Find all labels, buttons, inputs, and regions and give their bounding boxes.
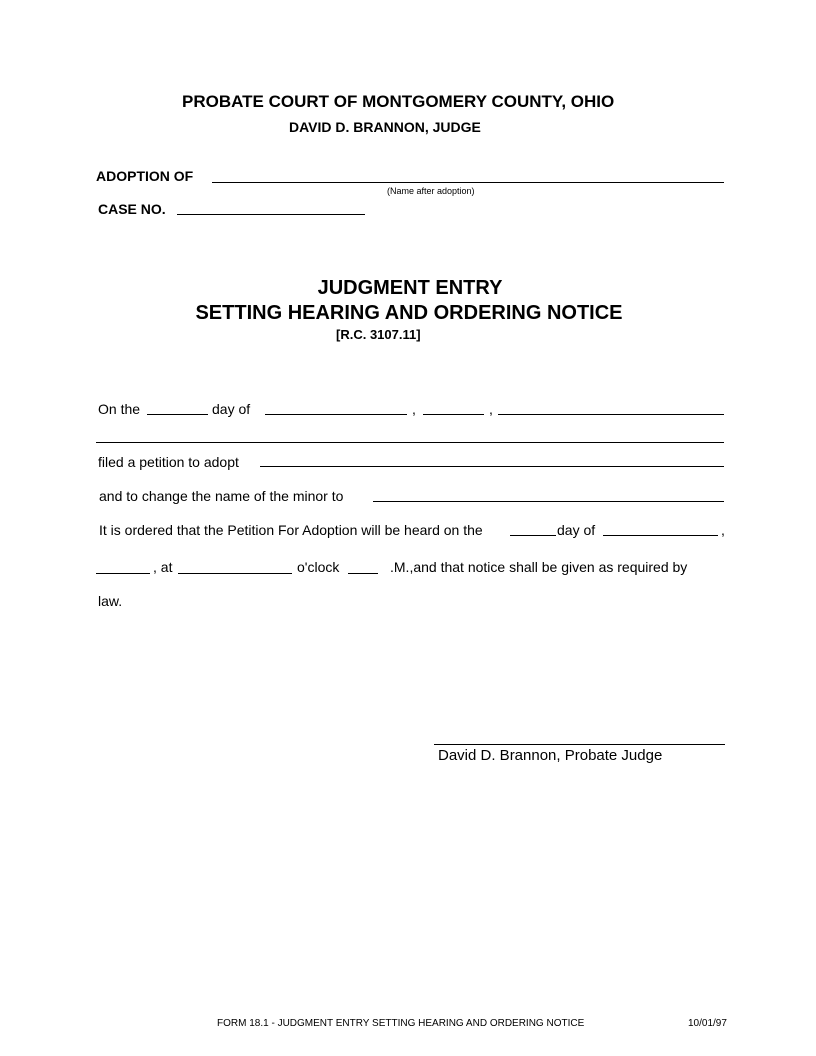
minor-name-field[interactable] xyxy=(260,466,724,467)
day-of-text: day of xyxy=(212,401,251,417)
judge-signature-name: David D. Brannon, Probate Judge xyxy=(438,747,663,764)
comma-text: , xyxy=(489,401,493,417)
filing-year-field[interactable] xyxy=(423,414,484,415)
form-footer: FORM 18.1 - JUDGMENT ENTRY SETTING HEARING AND ORDERING NOTICE xyxy=(217,1018,585,1029)
adoption-name-field[interactable] xyxy=(212,182,724,183)
am-pm-field[interactable] xyxy=(348,573,378,574)
at-text: , at xyxy=(153,559,173,575)
case-number-label: CASE NO. xyxy=(98,201,166,217)
on-the-text: On the xyxy=(98,401,141,417)
name-after-adoption-note: (Name after adoption) xyxy=(387,186,475,196)
law-text: law. xyxy=(98,593,123,609)
hearing-time-field[interactable] xyxy=(178,573,292,574)
oclock-text: o'clock xyxy=(297,559,340,575)
document-subtitle: SETTING HEARING AND ORDERING NOTICE xyxy=(195,302,623,324)
statute-reference: [R.C. 3107.11] xyxy=(336,327,421,342)
petitioner-name-continued-field[interactable] xyxy=(96,442,724,443)
filed-petition-text: filed a petition to adopt xyxy=(98,454,239,470)
document-title: JUDGMENT ENTRY xyxy=(317,277,503,299)
petitioner-name-field[interactable] xyxy=(498,414,724,415)
hearing-year-field[interactable] xyxy=(96,573,150,574)
judge-signature-line[interactable] xyxy=(434,744,725,745)
filing-month-field[interactable] xyxy=(265,414,407,415)
day-of-text: day of xyxy=(557,522,596,538)
form-date: 10/01/97 xyxy=(688,1018,727,1029)
comma-text: , xyxy=(412,401,416,417)
hearing-day-field[interactable] xyxy=(510,535,556,536)
hearing-month-field[interactable] xyxy=(603,535,718,536)
new-name-field[interactable] xyxy=(373,501,724,502)
notice-text: .M.,and that notice shall be given as required by xyxy=(390,559,688,575)
comma-text: , xyxy=(721,522,725,538)
case-number-field[interactable] xyxy=(177,214,365,215)
order-text: It is ordered that the Petition For Adoption will be heard on the xyxy=(99,522,483,538)
judge-heading: DAVID D. BRANNON, JUDGE xyxy=(289,119,481,135)
change-name-text: and to change the name of the minor to xyxy=(99,488,344,504)
court-heading: PROBATE COURT OF MONTGOMERY COUNTY, OHIO xyxy=(182,92,615,111)
filing-day-field[interactable] xyxy=(147,414,208,415)
adoption-of-label: ADOPTION OF xyxy=(96,168,194,184)
